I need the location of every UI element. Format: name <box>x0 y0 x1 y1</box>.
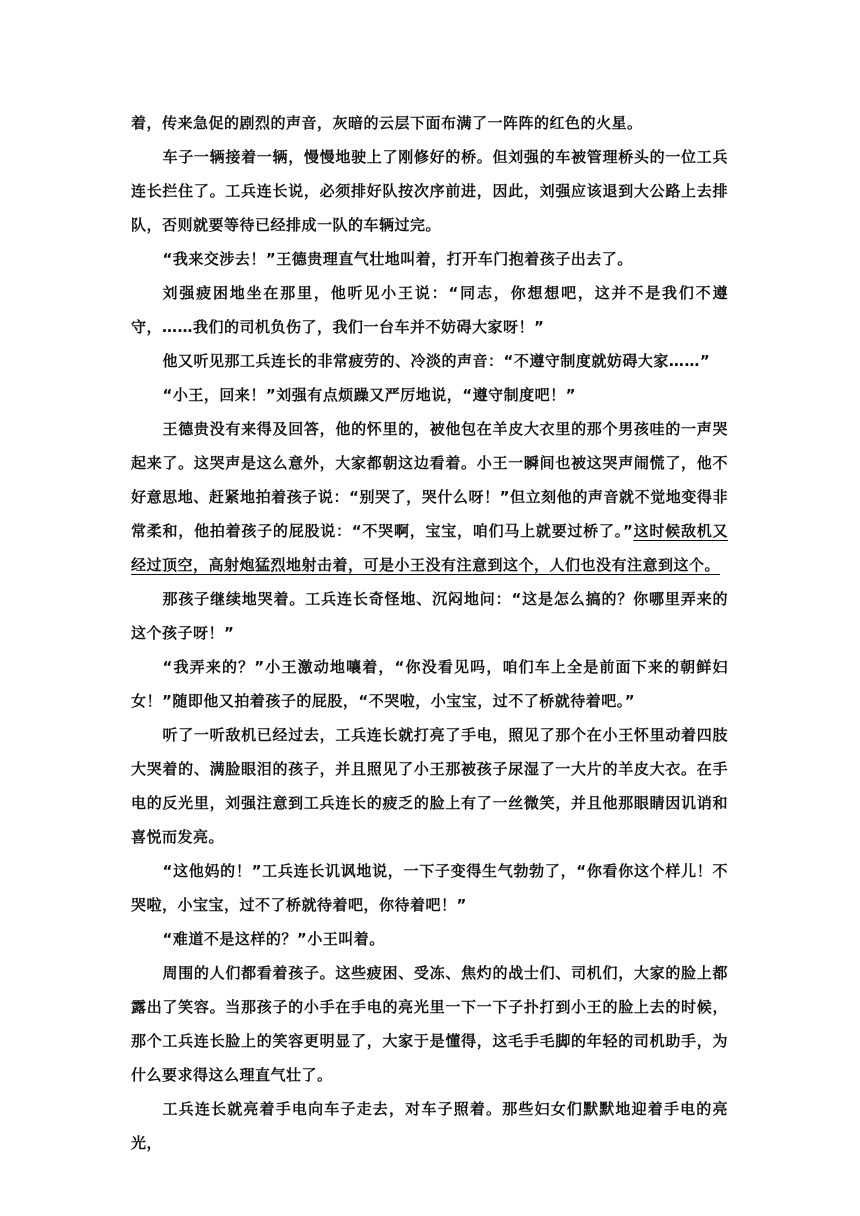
paragraph-6 <box>131 378 728 412</box>
paragraph-text: 那孩子继续地哭着。工兵连长奇怪地、沉闷地问：“这是怎么搞的？你哪里弄来的这个孩子呀！” <box>131 590 728 642</box>
paragraph-text: 车子一辆接着一辆，慢慢地驶上了刚修好的桥。但刘强的车被管理桥头的一位工兵连长拦住了。工兵连长说，必须排好队按次序前进，因此，刘强应该退到大公路上去排队，否则就要等待已经排成一队的车辆过完。 <box>131 148 728 234</box>
paragraph-text: “我来交涉去！”王德贵理直气壮地叫着，打开车门抱着孩子出去了。 <box>162 250 633 268</box>
paragraph-text: 周围的人们都看着孩子。这些疲困、受冻、焦灼的战士们、司机们，大家的脸上都露出了笑容。当那孩子的小手在手电的亮光里一下一下子扑打到小王的脸上去的时候，那个工兵连长脸上的笑容更明显了，大家于是懂得，这毛手毛脚的年轻的司机助手，为什么要求得这么理直气壮了。 <box>131 964 728 1084</box>
paragraph-text: 刘强疲困地坐在那里，他听见小王说：“同志，你想想吧，这并不是我们不遵守，……我们的司机负伤了，我们一台车并不妨碍大家呀！” <box>131 284 728 336</box>
paragraph-text: 他又听见那工兵连长的非常疲劳的、冷淡的声音：“不遵守制度就妨碍大家……” <box>162 352 711 370</box>
paragraph-text: 着，传来急促的剧烈的声音，灰暗的云层下面布满了一阵阵的红色的火星。 <box>131 114 643 132</box>
paragraph-8 <box>131 582 728 650</box>
paragraph-11 <box>131 854 728 922</box>
paragraph-14 <box>131 1092 728 1160</box>
paragraph-text: “我弄来的？”小王激动地嚷着，“你没看见吗，咱们车上全是前面下来的朝鲜妇女！”随即他又拍着孩子的屁股，“不哭啦，小宝宝，过不了桥就待着吧。” <box>131 658 728 710</box>
paragraph-text: “难道不是这样的？”小王叫着。 <box>162 930 385 948</box>
paragraph-3 <box>131 242 728 276</box>
paragraph-text: 听了一听敌机已经过去，工兵连长就打亮了手电，照见了那个在小王怀里动着四肢大哭着的、满脸眼泪的孩子，并且照见了小王那被孩子尿湿了一大片的羊皮大衣。在手电的反光里，刘强注意到工兵连长的疲乏的脸上有了一丝微笑，并且他那眼睛因讥诮和喜悦而发亮。 <box>131 726 728 846</box>
paragraph-4 <box>131 276 728 344</box>
paragraph-text: “小王，回来！”刘强有点烦躁又严厉地说，“遵守制度吧！” <box>162 386 576 404</box>
paragraph-10 <box>131 718 728 854</box>
paragraph-1 <box>131 106 728 140</box>
paragraph-9 <box>131 650 728 718</box>
paragraph-7 <box>131 412 728 582</box>
paragraph-text: 王德贵没有来得及回答，他的怀里的，被他包在羊皮大衣里的那个男孩哇的一声哭起来了。这哭声是这么意外，大家都朝这边看着。小王一瞬间也被这哭声闹慌了，他不好意思地、赶紧地拍着孩子说：“别哭了，哭什么呀！”但立刻他的声音就不觉地变得非常柔和，他拍着孩子的屁股说：“不哭啊，宝宝，咱们马上就要过桥了。” <box>131 420 728 540</box>
paragraph-text: “这他妈的！”工兵连长讥讽地说，一下子变得生气勃勃了，“你看你这个样儿！不哭啦，小宝宝，过不了桥就待着吧，你待着吧！” <box>131 862 728 914</box>
paragraph-12 <box>131 922 728 956</box>
paragraph-5 <box>131 344 728 378</box>
underlined-sentence: 这时候敌机又经过顶空，高射炮猛烈地射击着，可是小王没有注意到这个，人们也没有注意到这个。 <box>131 522 728 574</box>
paragraph-2 <box>131 140 728 242</box>
paragraph-text: 工兵连长就亮着手电向车子走去，对车子照着。那些妇女们默默地迎着手电的亮光， <box>131 1100 728 1152</box>
paragraph-13 <box>131 956 728 1092</box>
